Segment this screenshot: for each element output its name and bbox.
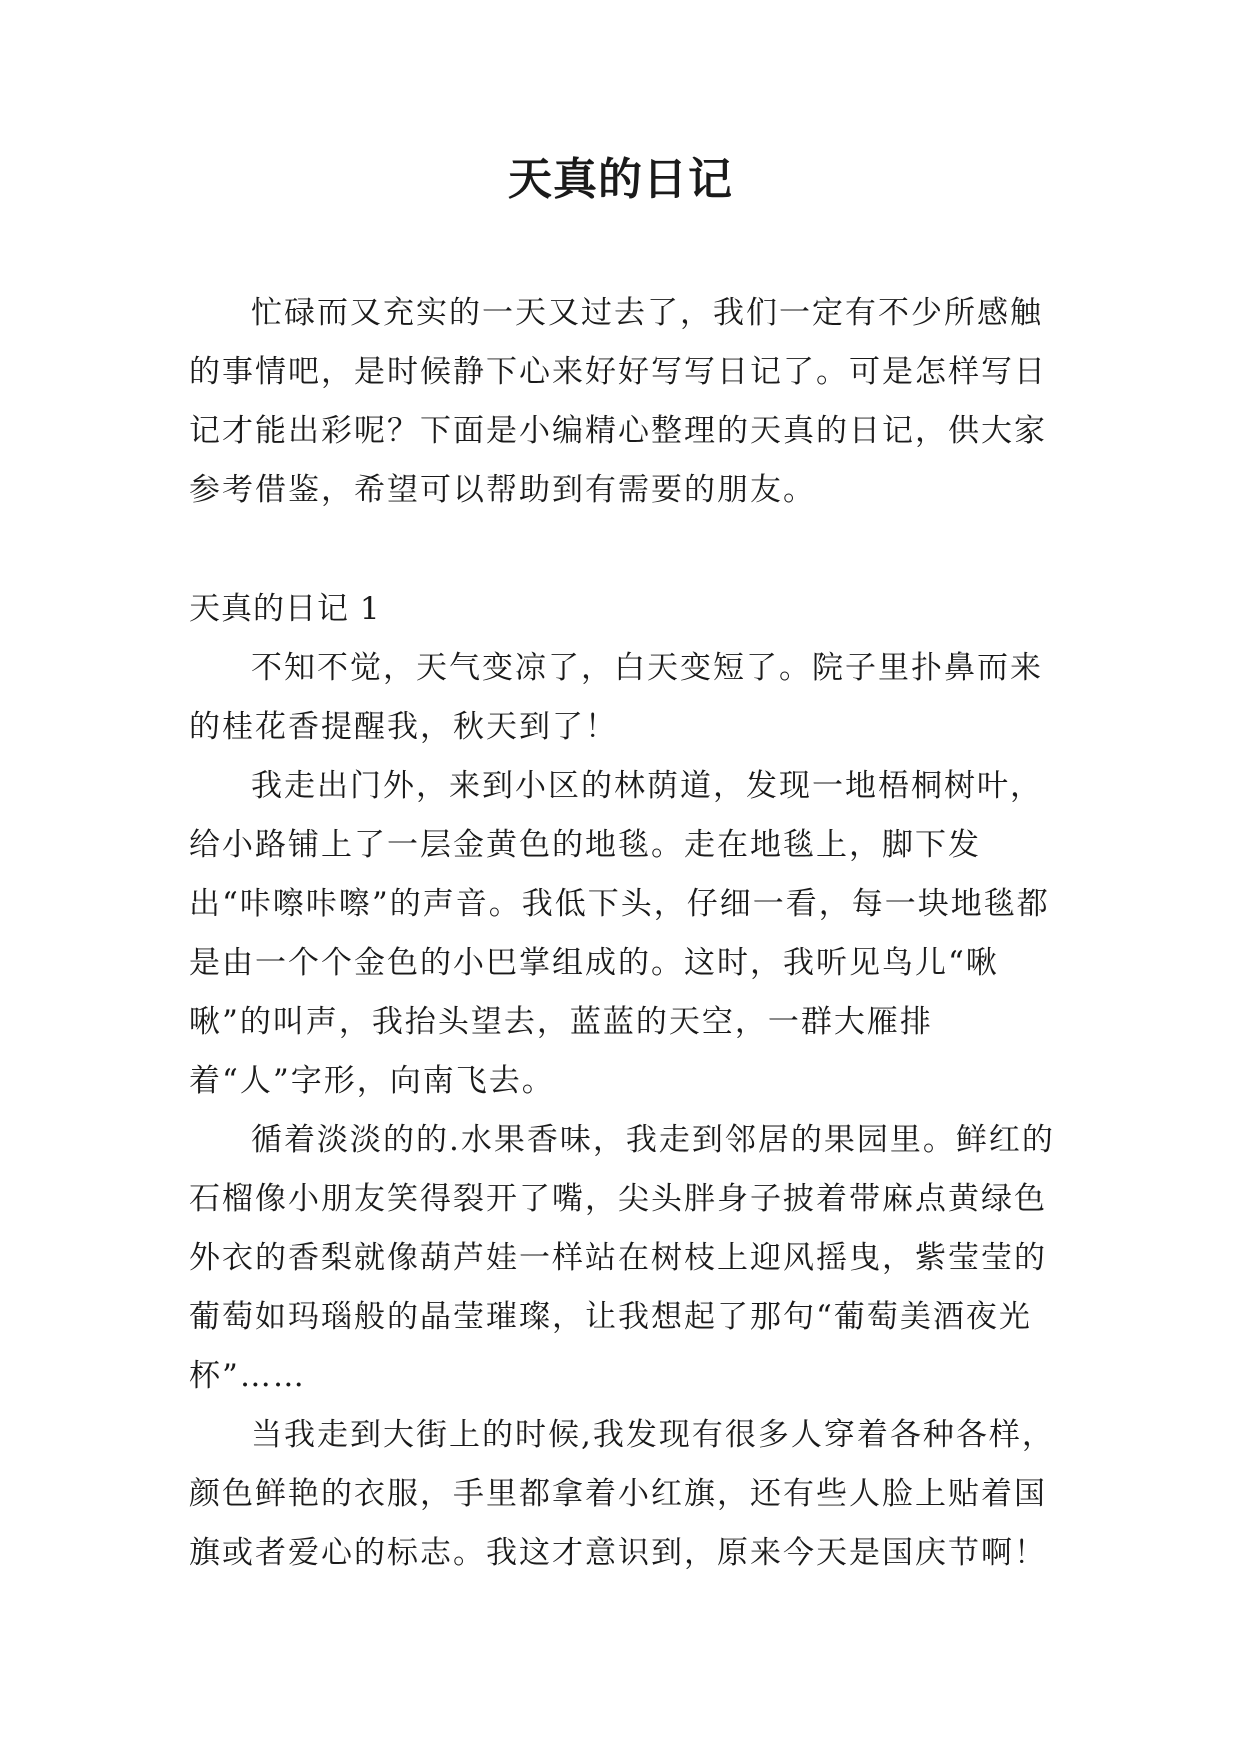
- body-paragraph: 我走出门外，来到小区的林荫道，发现一地梧桐树叶，给小路铺上了一层金黄色的地毯。走在地毯上，脚下发出“咔嚓咔嚓”的声音。我低下头，仔细一看，每一块地毯都是由一个个金色的小巴掌组成的。这时，我听见鸟儿“啾啾”的叫声，我抬头望去，蓝蓝的天空，一群大雁排着“人”字形，向南飞去。: [189, 768, 1050, 1099]
- section-spacer: [189, 520, 1059, 580]
- section-heading: 天真的日记 1: [189, 591, 381, 627]
- document-body: [189, 284, 1059, 1583]
- body-paragraph: 循着淡淡的的.水果香味，我走到邻居的果园里。鲜红的石榴像小朋友笑得裂开了嘴，尖头胖身子披着带麻点黄绿色外衣的香梨就像葫芦娃一样站在树枝上迎风摇曳，紫莹莹的葡萄如玛瑙般的晶莹璀璨，让我想起了那句“葡萄美酒夜光杯”……: [189, 1122, 1055, 1394]
- body-paragraph: 不知不觉，天气变凉了，白天变短了。院子里扑鼻而来的桂花香提醒我，秋天到了！: [189, 650, 1043, 745]
- document-title: 天真的日记: [508, 154, 733, 205]
- body-paragraph: 当我走到大街上的时候,我发现有很多人穿着各种各样，颜色鲜艳的衣服，手里都拿着小红旗，还有些人脸上贴着国旗或者爱心的标志。我这才意识到，原来今天是国庆节啊！: [189, 1417, 1055, 1571]
- intro-paragraph: 忙碌而又充实的一天又过去了，我们一定有不少所感触的事情吧，是时候静下心来好好写写日记了。可是怎样写日记才能出彩呢？下面是小编精心整理的天真的日记，供大家参考借鉴，希望可以帮助到有需要的朋友。: [189, 295, 1047, 508]
